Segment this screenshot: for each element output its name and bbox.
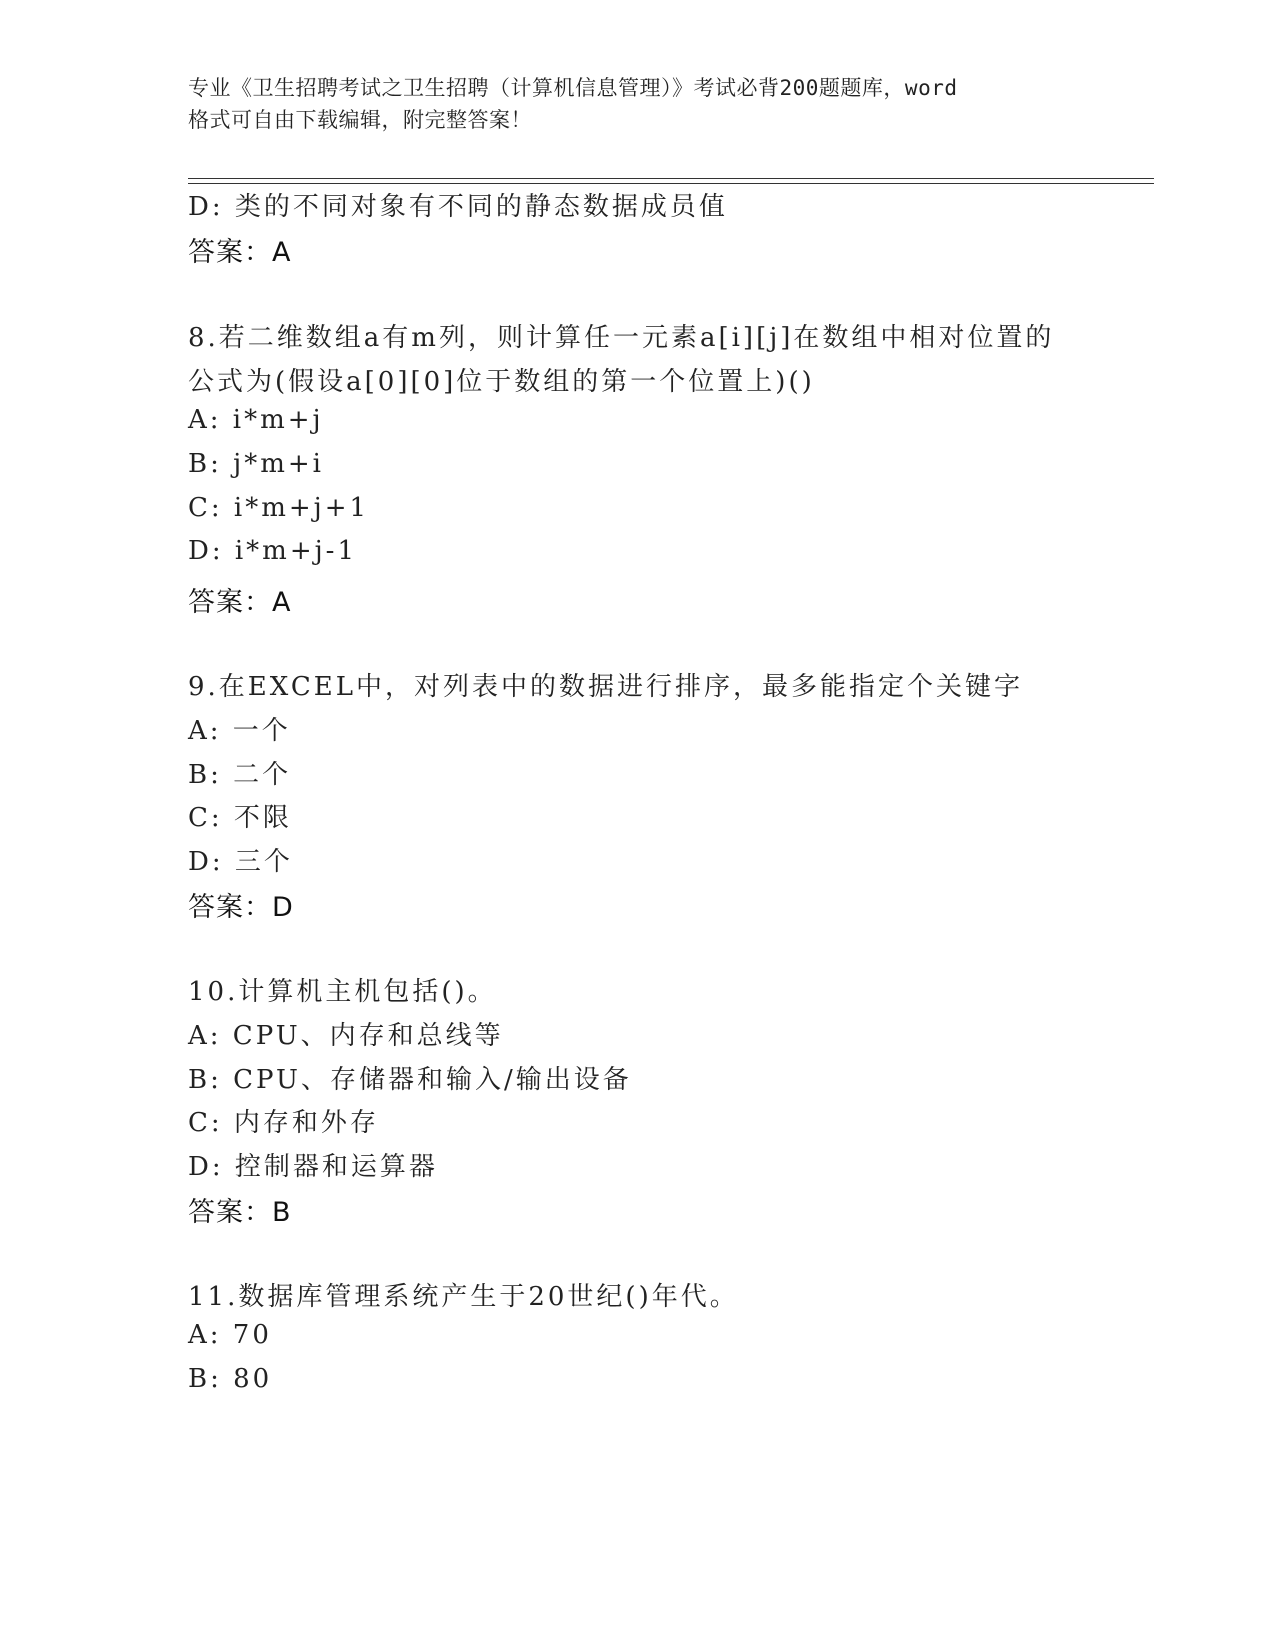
q8-option-b: B: j*m+i xyxy=(188,449,324,479)
q8-stem-line-2: 公式为(假设a[0][0]位于数组的第一个位置上)() xyxy=(188,367,815,397)
q10-answer: 答案：B xyxy=(188,1197,292,1228)
header-title-line-1: 专业《卫生招聘考试之卫生招聘（计算机信息管理）》考试必背200题题库，word xyxy=(188,76,958,100)
q10-option-a: A: CPU、内存和总线等 xyxy=(188,1021,504,1051)
q8-answer: 答案：A xyxy=(188,587,292,618)
q10-option-d: D: 控制器和运算器 xyxy=(188,1152,438,1182)
q11-stem: 11.数据库管理系统产生于20世纪()年代。 xyxy=(188,1282,739,1312)
q10-option-c: C: 内存和外存 xyxy=(188,1108,379,1138)
q10-option-b: B: CPU、存储器和输入/输出设备 xyxy=(188,1065,632,1095)
q9-option-a: A: 一个 xyxy=(188,716,291,746)
header-divider-bottom xyxy=(188,183,1154,184)
q8-option-d: D: i*m+j-1 xyxy=(188,536,358,566)
q9-option-c: C: 不限 xyxy=(188,803,292,833)
q9-option-b: B: 二个 xyxy=(188,760,292,790)
q8-option-c: C: i*m+j+1 xyxy=(188,493,370,523)
header-title-line-2: 格式可自由下载编辑，附完整答案！ xyxy=(188,108,532,132)
q9-option-d: D: 三个 xyxy=(188,847,293,877)
q11-option-a: A: 70 xyxy=(188,1320,272,1350)
q8-stem-line-1: 8.若二维数组a有m列，则计算任一元素a[i][j]在数组中相对位置的 xyxy=(188,323,1055,353)
q11-option-b: B: 80 xyxy=(188,1364,273,1394)
q7-answer: 答案：A xyxy=(188,237,292,268)
document-header xyxy=(188,72,1088,136)
q7-option-d: D: 类的不同对象有不同的静态数据成员值 xyxy=(188,192,728,222)
q8-option-a: A: i*m+j xyxy=(188,405,324,435)
header-divider-top xyxy=(188,178,1154,179)
q10-stem: 10.计算机主机包括()。 xyxy=(188,977,497,1007)
q9-answer: 答案：D xyxy=(188,892,294,923)
q9-stem: 9.在EXCEL中，对列表中的数据进行排序，最多能指定个关键字 xyxy=(188,672,1023,702)
